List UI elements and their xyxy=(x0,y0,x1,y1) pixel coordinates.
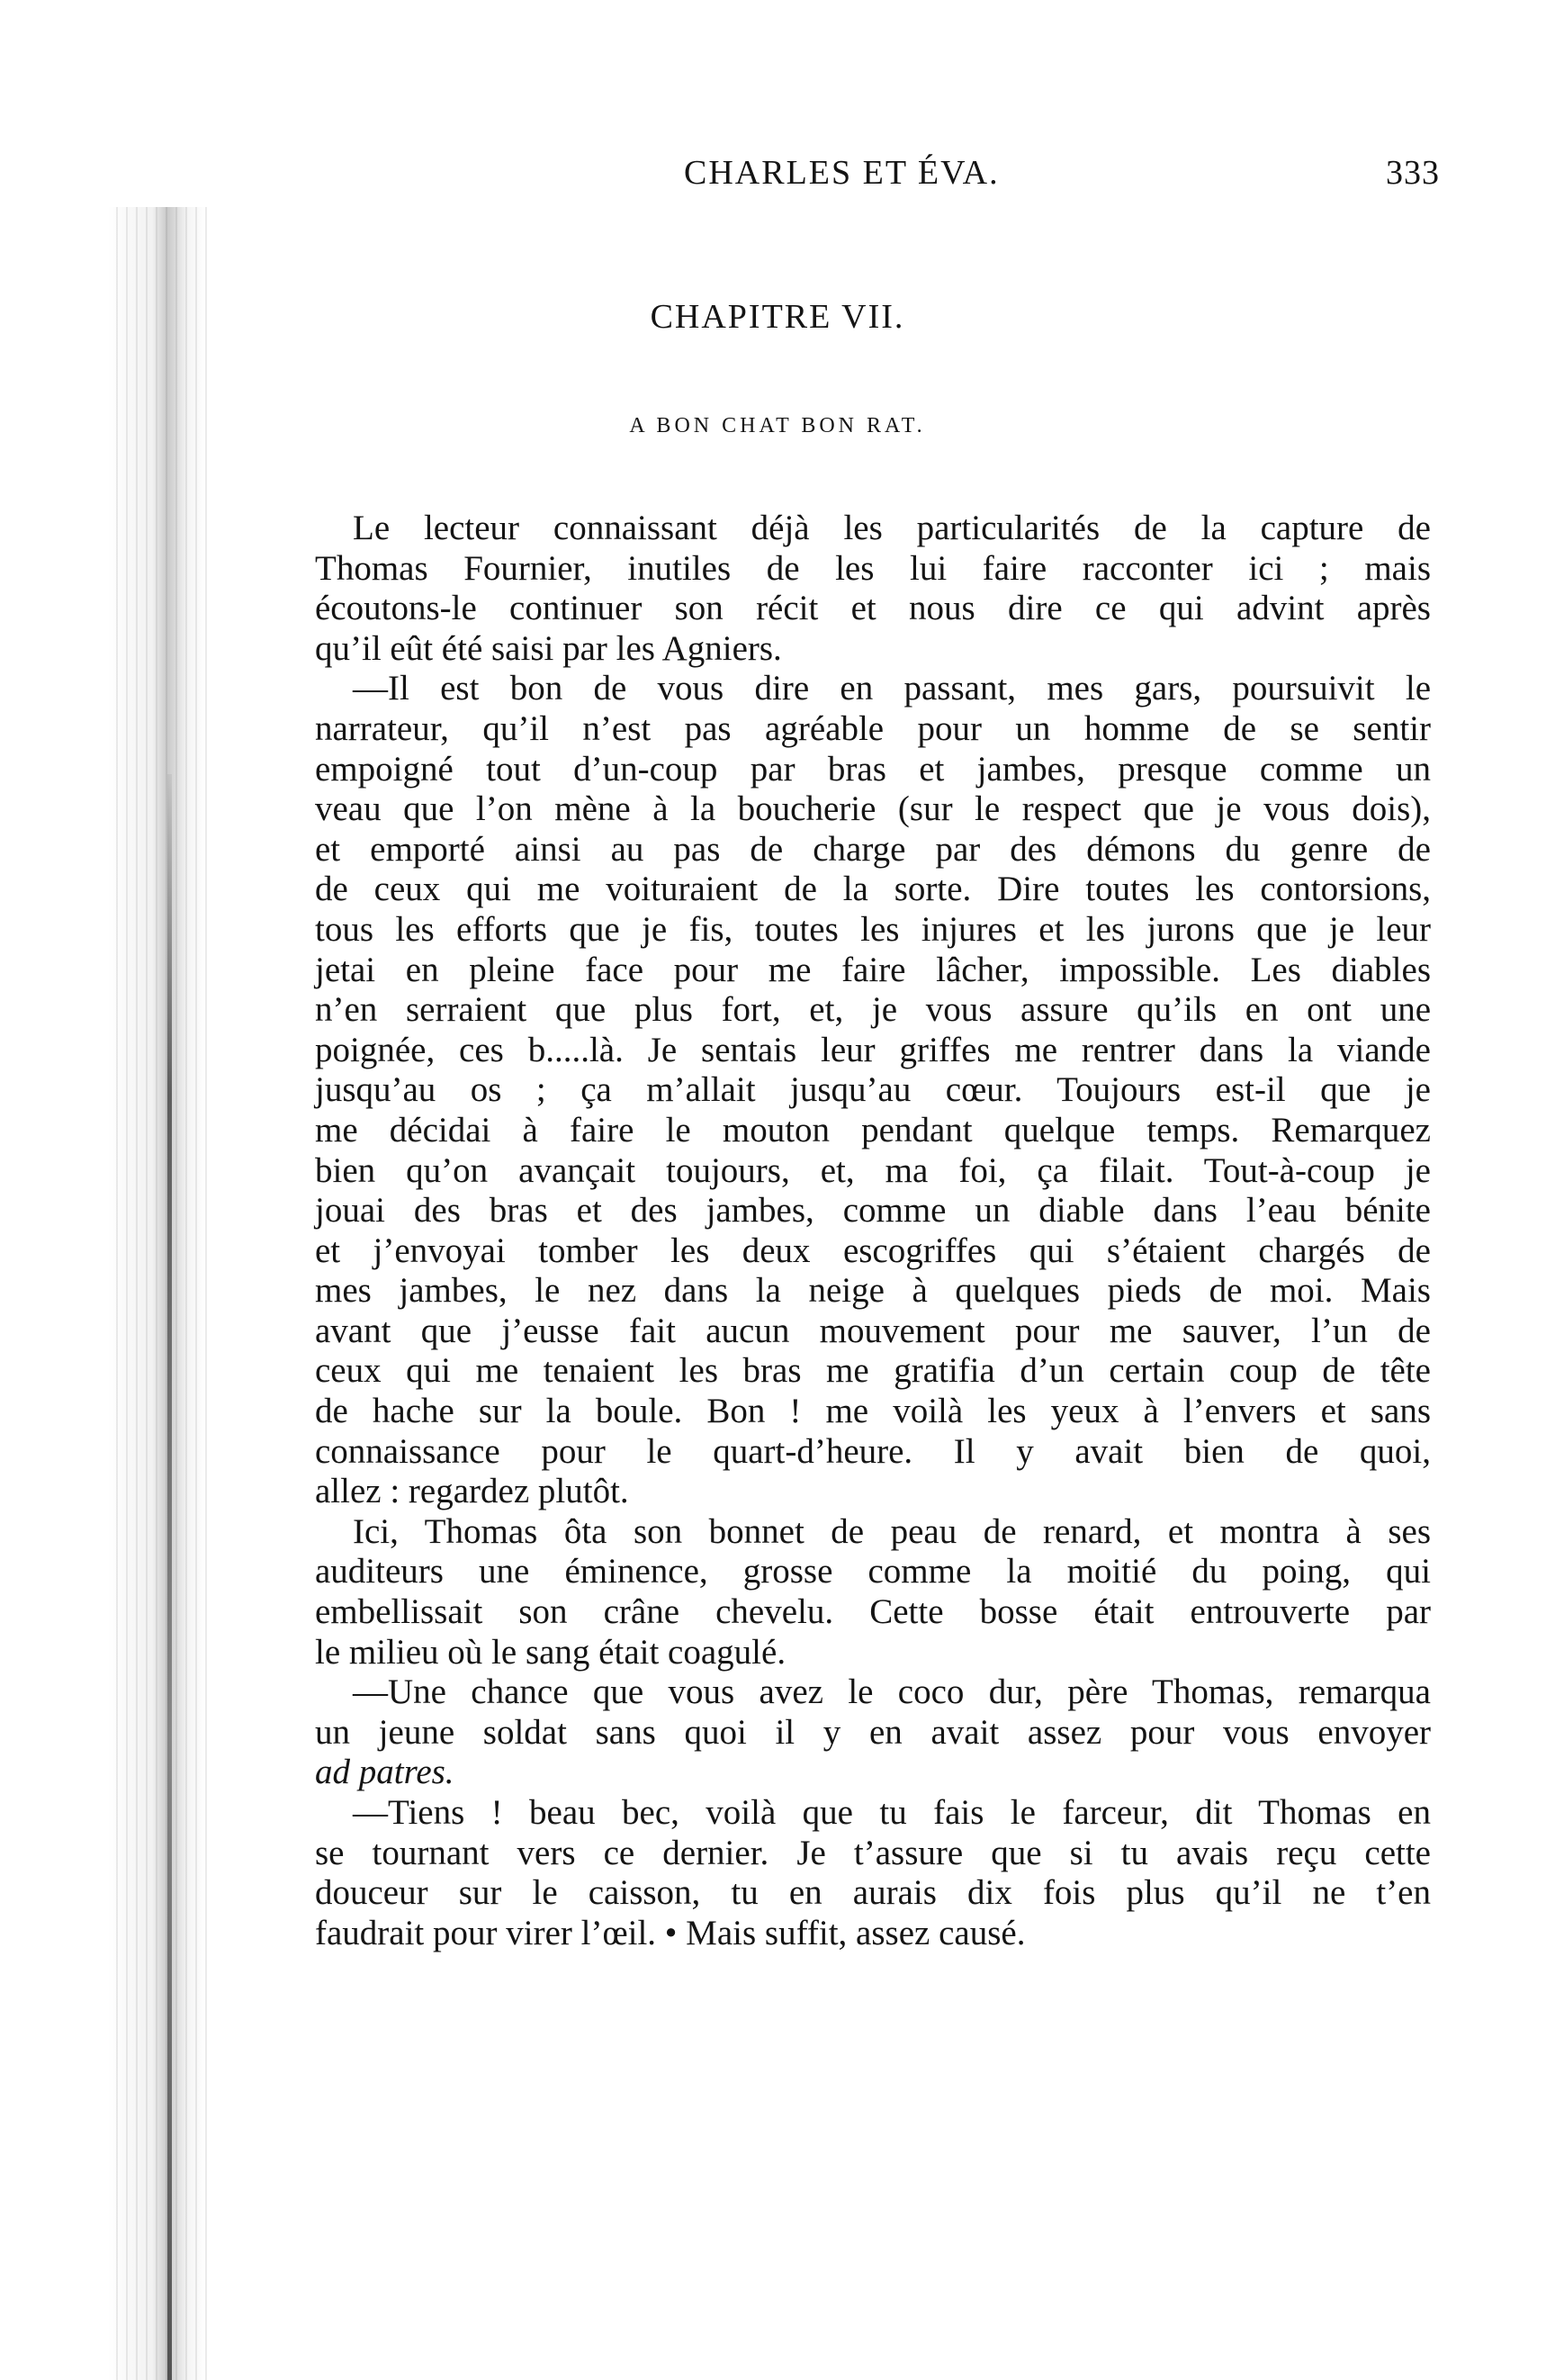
text-line: se tournant vers ce dernier. Je t’assure que si tu avais reçu cette xyxy=(315,1833,1431,1872)
text-line: embellissait son crâne chevelu. Cette bosse était entrouverte par xyxy=(315,1592,1431,1632)
text-line: jusqu’au os ; ça m’allait jusqu’au cœur. Toujours est-il que je xyxy=(315,1070,1431,1110)
page-gutter-shadow xyxy=(108,207,207,2380)
text-line: le milieu où le sang était coagulé. xyxy=(315,1632,786,1672)
text-line: Ici, Thomas ôta son bonnet de peau de renard, et montra à ses xyxy=(353,1511,1431,1551)
text-line: jetai en pleine face pour me faire lâcher, impossible. Les diables xyxy=(315,950,1431,989)
text-line: de ceux qui me voituraient de la sorte. Dire toutes les contorsions, xyxy=(315,870,1431,909)
text-line: —Il est bon de vous dire en passant, mes gars, poursuivit le xyxy=(353,669,1431,708)
chapter-subtitle: A BON CHAT BON RAT. xyxy=(629,414,926,437)
paragraph xyxy=(315,1793,1431,1953)
text-line: un jeune soldat sans quoi il y en avait assez pour vous envoyer xyxy=(315,1712,1431,1752)
text-line: faudrait pour virer l’œil. • Mais suffit, assez causé. xyxy=(315,1913,1026,1952)
text-line: Thomas Fournier, inutiles de les lui faire racconter ici ; mais xyxy=(315,548,1431,588)
text-line: me décidai à faire le mouton pendant quelque temps. Remarquez xyxy=(315,1110,1431,1149)
page-number: 333 xyxy=(1386,154,1440,192)
text-line: écoutons-le continuer son récit et nous dire ce qui advint après xyxy=(315,589,1431,628)
running-head xyxy=(324,153,1440,207)
text-line: poignée, ces b.....là. Je sentais leur griffes me rentrer dans la viande xyxy=(315,1030,1431,1069)
chapter-title: CHAPITRE VII. xyxy=(650,298,905,336)
text-line: allez : regardez plutôt. xyxy=(315,1472,629,1511)
paragraph xyxy=(315,669,1431,1511)
text-line: empoigné tout d’un-coup par bras et jambes, presque comme un xyxy=(315,749,1431,789)
text-line: qu’il eût été saisi par les Agniers. xyxy=(315,628,782,668)
paragraph xyxy=(315,1512,1431,1672)
paragraph xyxy=(315,1672,1431,1793)
text-line: mes jambes, le nez dans la neige à quelques pieds de moi. Mais xyxy=(315,1271,1431,1311)
text-line: ceux qui me tenaient les bras me gratifia d’un certain coup de tête xyxy=(315,1351,1431,1391)
text-line: et emporté ainsi au pas de charge par des démons du genre de xyxy=(315,829,1431,869)
body-text xyxy=(315,509,1431,1953)
text-line: Le lecteur connaissant déjà les particularités de la capture de xyxy=(353,509,1431,547)
text-line: n’en serraient que plus fort, et, je vous assure qu’ils en ont une xyxy=(315,990,1431,1030)
text-line: et j’envoyai tomber les deux escogriffes qui s’étaient chargés de xyxy=(315,1231,1431,1270)
paragraph xyxy=(315,509,1431,669)
text-line: jouai des bras et des jambes, comme un diable dans l’eau bénite xyxy=(315,1191,1431,1231)
text-line: —Tiens ! beau bec, voilà que tu fais le farceur, dit Thomas en xyxy=(353,1793,1431,1832)
text-line: de hache sur la boule. Bon ! me voilà les yeux à l’envers et sans xyxy=(315,1392,1431,1431)
text-line: auditeurs une éminence, grosse comme la moitié du poing, qui xyxy=(315,1552,1431,1591)
text-line: veau que l’on mène à la boucherie (sur le respect que je vous dois), xyxy=(315,789,1431,829)
text-line: narrateur, qu’il n’est pas agréable pour un homme de se sentir xyxy=(315,708,1431,748)
text-line: —Une chance que vous avez le coco dur, père Thomas, remarqua xyxy=(353,1672,1431,1712)
text-line: avant que j’eusse fait aucun mouvement pour me sauver, l’un de xyxy=(315,1311,1431,1350)
running-title: CHARLES ET ÉVA. xyxy=(684,154,1000,192)
text-line: connaissance pour le quart-d’heure. Il y avait bien de quoi, xyxy=(315,1431,1431,1471)
text-line: douceur sur le caisson, tu en aurais dix fois plus qu’il ne t’en xyxy=(315,1873,1431,1913)
text-line: ad patres. xyxy=(315,1753,454,1792)
binding-edge-line xyxy=(167,774,172,2380)
text-line: tous les efforts que je fis, toutes les injures et les jurons que je leur xyxy=(315,909,1431,949)
text-line: bien qu’on avançait toujours, et, ma foi, ça filait. Tout-à-coup je xyxy=(315,1150,1431,1190)
